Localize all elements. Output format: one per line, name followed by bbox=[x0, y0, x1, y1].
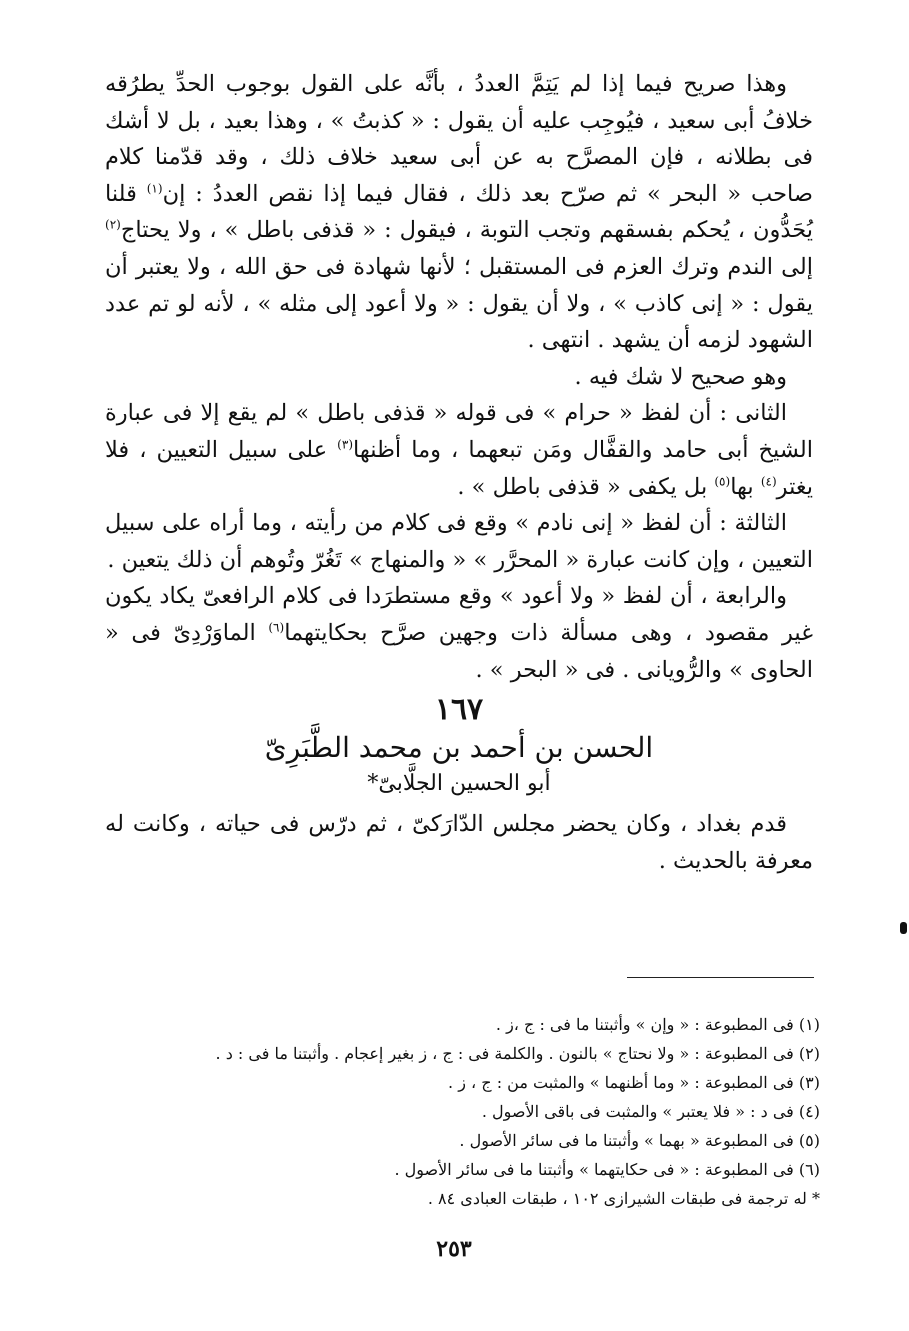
footnote: (١) فى المطبوعة : « وإن » وأثبتنا ما فى : ج ،ز . bbox=[495, 1015, 820, 1034]
footnote-marker: (٣) bbox=[337, 437, 353, 452]
biography-name: الحسن بن أحمد بن محمد الطَّبَرِىّ bbox=[264, 731, 654, 765]
footnote-marker: (٦) bbox=[268, 620, 285, 635]
footnote-marker: (١) bbox=[146, 181, 163, 196]
footnote-marker: (٥) bbox=[714, 474, 731, 489]
paragraph bbox=[105, 578, 813, 688]
paragraph-text: بها bbox=[730, 473, 761, 500]
main-text bbox=[105, 66, 813, 879]
footnote: (٤) فى د : « فلا يعتبر » والمثبت فى باقى الأصول . bbox=[481, 1102, 820, 1121]
footnote: (٣) فى المطبوعة : « وما أظنهما » والمثبت من : ج ، ز . bbox=[448, 1073, 820, 1092]
paragraph-text: الثانى : أن لفظ « حرام » فى قوله « قذفى باطل » لم يقع إلا فى عبارة الشيخ أبى حامد والقفَّال ومَن تبعهما ، وما أظنها bbox=[105, 400, 813, 463]
paragraph bbox=[105, 66, 813, 359]
paragraph bbox=[105, 505, 813, 578]
paragraph bbox=[105, 395, 813, 505]
biography-text: قدم بغداد ، وكان يحضر مجلس الدّارَكىّ ، ثم درّس فى حياته ، وكانت له معرفة بالحديث . bbox=[105, 811, 813, 874]
footnote: * له ترجمة فى طبقات الشيرازى ١٠٢ ، طبقات العبادى ٨٤ . bbox=[427, 1189, 820, 1208]
footnote: (٥) فى المطبوعة « بهما » وأثبتنا ما فى سائر الأصول . bbox=[459, 1131, 820, 1150]
footnotes bbox=[150, 1010, 820, 1213]
paragraph bbox=[105, 359, 813, 396]
paragraph-text: إلى الندم وترك العزم فى المستقبل ؛ لأنها شهادة فى حق الله ، ولا يعتبر أن يقول : « إنى كاذب » ، ولا أن يقول : « ولا أعود إلى مثله » ، لأنه لو تم عدد الشهود لزمه أن يشهد . انتهى . bbox=[105, 253, 813, 354]
footnote-separator bbox=[627, 977, 814, 978]
paragraph-text: الثالثة : أن لفظ « إنى نادم » وقع فى كلام من رأيته ، وما أراه على سبيل التعيين ، وإن كانت عبارة « المحرَّر » « والمنهاج » تَغُرّ وتُوهم أن ذلك يتعين . bbox=[105, 510, 813, 573]
paragraph-list bbox=[105, 66, 813, 688]
footnote: (٢) فى المطبوعة : « ولا نحتاج » بالنون . والكلمة فى : ج ، ز بغير إعجام . وأثبتنا ما فى : د . bbox=[215, 1044, 820, 1063]
footnote-marker: (٢) bbox=[105, 217, 121, 232]
paragraph-text: قلنا يُحَدُّون ، يُحكم بفسقهم وتجب التوبة ، فيقول : « قذفى باطل » ، ولا يحتاج bbox=[105, 180, 813, 244]
paragraph-text: على سبيل التعيين ، فلا يغتر bbox=[105, 436, 813, 500]
paragraph-text: الماوَرْدِىّ فى « الحاوى » والرُّويانى . فى « البحر » . bbox=[105, 619, 813, 683]
paragraph-text: بل يكفى « قذفى باطل » . bbox=[457, 473, 715, 500]
biography-kunya: أبو الحسين الجلَّابىّ* bbox=[367, 771, 551, 797]
footnote: (٦) فى المطبوعة : « فى حكايتهما » وأثبتنا ما فى سائر الأصول . bbox=[394, 1160, 820, 1179]
footnote-marker: (٤) bbox=[760, 474, 777, 489]
paragraph-text: والرابعة ، أن لفظ « ولا أعود » وقع مستطرَدا فى كلام الرافعىّ يكاد يكون غير مقصود ، وهى مسألة ذات وجهين صرَّح بحكايتهما bbox=[105, 583, 813, 646]
biography-heading bbox=[105, 692, 813, 800]
margin-mark bbox=[900, 922, 907, 934]
paragraph-text: وهو صحيح لا شك فيه . bbox=[574, 363, 787, 390]
page-number: ٢٥٣ bbox=[436, 1236, 472, 1262]
paragraph-text: وهذا صريح فيما إذا لم يَتِمَّ العددُ ، بأنَّه على القول بوجوب الحدِّ يطرُقه خلافُ أبى سعيد ، فيُوجِب عليه أن يقول : « كذبتُ » ، وهذا بعيد ، بل لا أشك فى بطلانه ، فإن المصرَّح به عن أبى سعيد خلاف ذلك ، وقد قدّمنا كلام صاحب « البحر » ثم صرّح بعد ذلك ، فقال فيما إذا نقص العددُ : إن bbox=[105, 71, 813, 207]
biography-number: ١٦٧ bbox=[434, 692, 484, 728]
